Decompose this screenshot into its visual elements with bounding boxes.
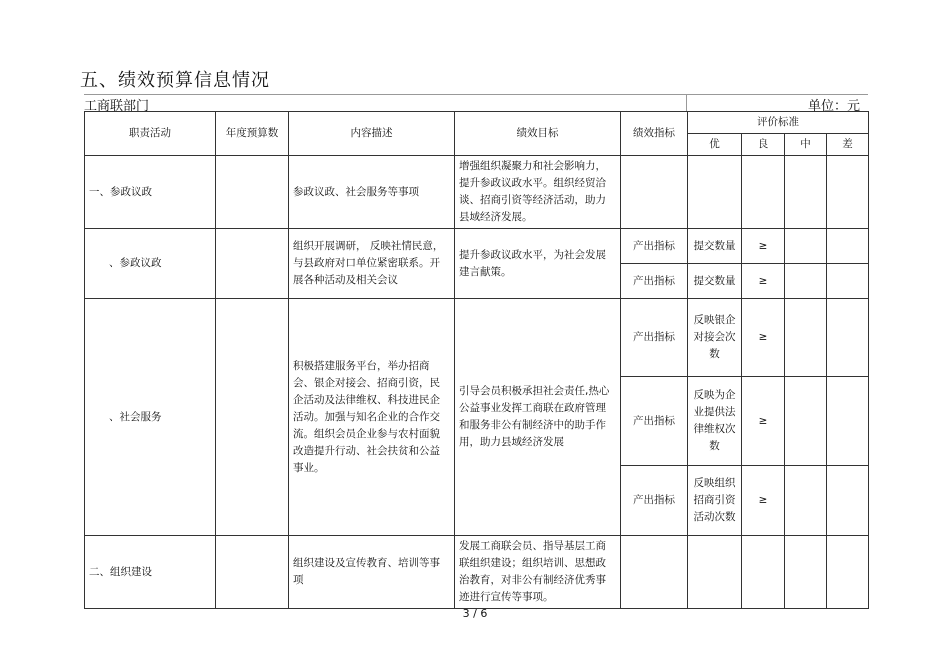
- header-budget: 年度预算数: [216, 112, 289, 156]
- criteria-good-cell: ≥: [742, 229, 785, 264]
- indicator-cell: 产出指标: [621, 264, 688, 299]
- top-border: [84, 94, 868, 95]
- header-poor: 差: [827, 134, 869, 156]
- header-activity: 职责活动: [85, 112, 216, 156]
- table-row: [85, 299, 869, 377]
- header-goal: 绩效目标: [455, 112, 621, 156]
- content-cell: 组织建设及宣传教育、培训等事项: [289, 536, 455, 609]
- table-row: [85, 156, 869, 229]
- budget-cell: [216, 229, 289, 299]
- budget-cell: [216, 299, 289, 536]
- budget-cell: [216, 536, 289, 609]
- criteria-good-cell: ≥: [742, 466, 785, 536]
- header-good: 良: [742, 134, 785, 156]
- criteria-good-cell: ≥: [742, 377, 785, 466]
- criteria-excellent-cell: 提交数量: [688, 229, 742, 264]
- criteria-good-cell: ≥: [742, 299, 785, 377]
- criteria-excellent-cell: 反映组织招商引资活动次数: [688, 466, 742, 536]
- department-label: 工商联部门: [84, 99, 150, 114]
- indicator-cell: 产出指标: [621, 299, 688, 377]
- activity-cell: 二、组织建设: [85, 536, 216, 609]
- unit-separator: [686, 94, 687, 111]
- content-cell: 组织开展调研， 反映社情民意，与县政府对口单位紧密联系。开展各种活动及相关会议: [289, 229, 455, 299]
- criteria-excellent-cell: 反映银企对接会次数: [688, 299, 742, 377]
- goal-cell: 提升参政议政水平，为社会发展建言献策。: [455, 229, 621, 299]
- header-excellent: 优: [688, 134, 742, 156]
- unit-label: 单位：元: [807, 99, 860, 114]
- criteria-excellent-cell: 反映为企业提供法律维权次数: [688, 377, 742, 466]
- header-content: 内容描述: [289, 112, 455, 156]
- indicator-cell: 产出指标: [621, 466, 688, 536]
- header-indicator: 绩效指标: [621, 112, 688, 156]
- goal-cell: 发展工商联会员、指导基层工商联组织建设；组织培训、思想政治教育，对非公有制经济优秀事迹进行宣传等事项。: [455, 536, 621, 609]
- table-row: [85, 536, 869, 609]
- criteria-excellent-cell: 提交数量: [688, 264, 742, 299]
- performance-table: [84, 111, 869, 609]
- goal-cell: 增强组织凝聚力和社会影响力，提升参政议政水平。组织经贸洽谈、招商引资等经济活动，助力县域经济发展。: [455, 156, 621, 229]
- activity-cell: 一、参政议政: [85, 156, 216, 229]
- content-cell: 参政议政、社会服务等事项: [289, 156, 455, 229]
- header-criteria: 评价标准: [688, 112, 869, 134]
- activity-cell: 、参政议政: [85, 229, 216, 299]
- page-number: 3 / 6: [462, 607, 488, 620]
- goal-cell: 引导会员积极承担社会责任,热心公益事业发挥工商联在政府管理和服务非公有制经济中的助手作用，助力县域经济发展: [455, 299, 621, 536]
- content-cell: 积极搭建服务平台，举办招商会、银企对接会、招商引资，民企活动及法律维权、科技进民企活动。加强与知名企业的合作交流。组织会员企业参与农村面貌改造提升行动、社会扶贫和公益事业。: [289, 299, 455, 536]
- activity-cell: 、社会服务: [85, 299, 216, 536]
- section-title: 五、绩效预算信息情况: [80, 70, 270, 91]
- header-medium: 中: [785, 134, 827, 156]
- indicator-cell: 产出指标: [621, 377, 688, 466]
- table-row: [85, 229, 869, 264]
- criteria-good-cell: ≥: [742, 264, 785, 299]
- indicator-cell: 产出指标: [621, 229, 688, 264]
- budget-cell: [216, 156, 289, 229]
